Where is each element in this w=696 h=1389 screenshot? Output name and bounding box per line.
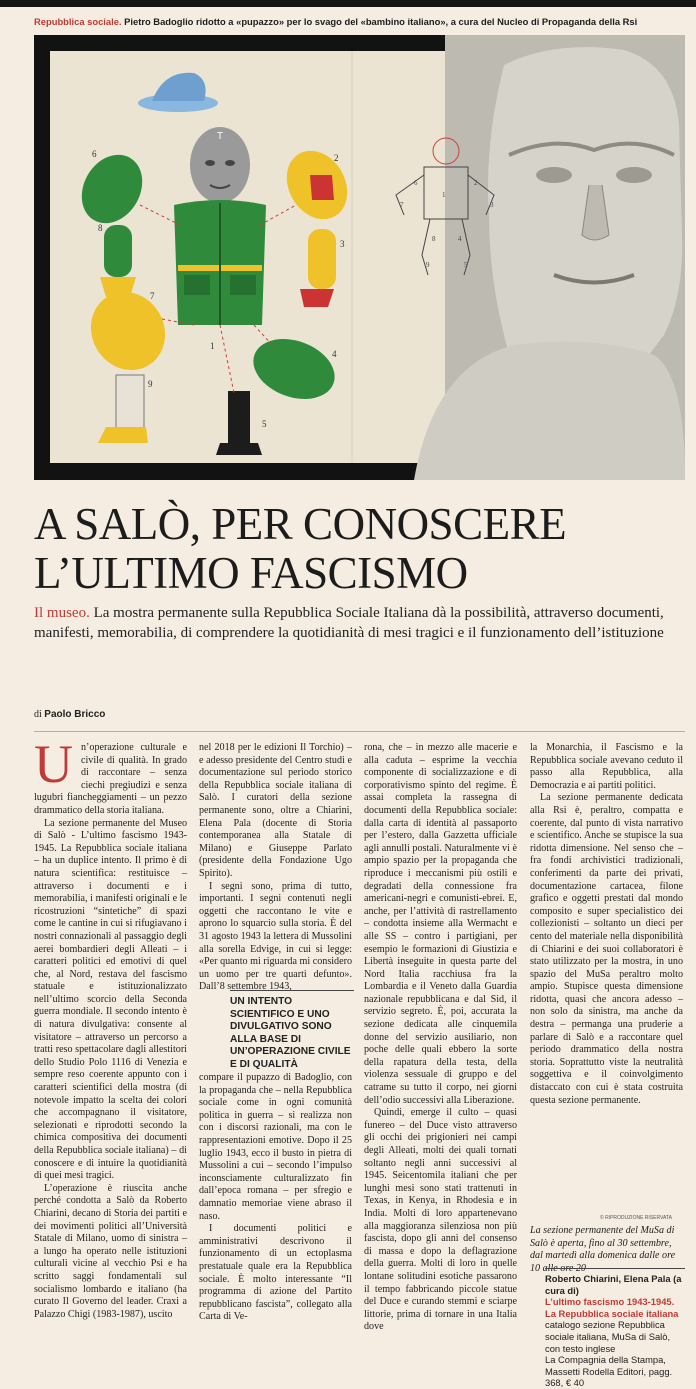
puppet-head <box>190 127 250 203</box>
diagram-num-2: 2 <box>474 179 478 187</box>
diagram-num-9: 9 <box>426 261 430 269</box>
drop-cap: U <box>34 734 73 794</box>
puppet-num-1: 1 <box>210 341 215 351</box>
diagram-num-8: 8 <box>432 235 436 243</box>
book-publisher: La Compagnia della Stampa, Massetti Rodella Editori, pagg. 368, € 40 <box>545 1354 673 1389</box>
col1-paragraph-1: n’operazione culturale e civile di qualità. In grado di raccontare – senza ciechi pregiudizi e senza lugubri fiancheggiamenti – un pezzo drammatico della storia italiana. <box>34 742 187 816</box>
standfirst-label: Il museo. <box>34 605 90 621</box>
col2-paragraph-1: nel 2018 per le edizioni Il Torchio) – e adesso presidente del Centro studi e documentazione sul periodo storico della Repubblica sociale italiana di Salò. I curatori della sezione permanente sono, oltre a Chiarini, Elena Pala (docente di Storia contemporanea alla Statale di Milano) e Giuseppe Parlato (presidente della Fondazione Ugo Spirito). <box>199 742 352 879</box>
col2b-paragraph-2: I documenti politici e amministrativi descrivono il funzionamento di un ectoplasma prestatuale quale era la Repubblica sociale. È molto interessante “Il programma di azione del Partito repubblicano fascista”, collegato alla Carta di Ve- <box>199 1223 352 1323</box>
article-column-2 <box>199 742 352 994</box>
diagram-num-3: 3 <box>490 201 494 209</box>
copyright-notice: © RIPRODUZIONE RISERVATA <box>600 1215 672 1221</box>
col2-paragraph-2: I segni sono, prima di tutto, importanti. I segni contenuti negli oggetti che raccontano le vite e aprono lo squarcio sulla storia. È del 31 agosto 1943 la lettera di Mussolini alla sorella Edvige, in cui si legge: «Per quanto mi riguarda mi considero un uomo per tre quarti defunto». Dall’8 settembre 1943, <box>199 880 352 993</box>
puppet-num-9: 9 <box>148 379 153 389</box>
diagram-num-4: 4 <box>458 235 462 243</box>
book-info-box <box>545 1268 685 1389</box>
headline-line-1: A SALÒ, PER CONOSCERE <box>34 499 567 549</box>
photo-caption <box>34 16 684 27</box>
book-authors: Roberto Chiarini, Elena Pala (a cura di) <box>545 1273 682 1296</box>
puppet-num-5: 5 <box>262 419 267 429</box>
diagram-num-7: 7 <box>400 201 404 209</box>
puppet-num-2: 2 <box>334 153 339 163</box>
diagram-num-5: 5 <box>464 261 468 269</box>
col2b-paragraph-1: compare il pupazzo di Badoglio, con la propaganda che – nella Repubblica sociale come in ogni comunità politica in guerra – si realizza non con i discorsi razionali, ma con le rappresentazioni emotive. Dopo il 25 luglio 1943, ecco il busto in pietra di Mussolini a cui – secondo l’impulso inconsciamente culturalizzato fin dall’epoca romana – per sfregio e damnatio memoriae viene abraso il naso. <box>199 1072 352 1222</box>
book-description: catalogo sezione Repubblica sociale italiana, MuSa di Salò, con testo inglese <box>545 1319 671 1354</box>
book-title: L’ultimo fascismo 1943-1945. La Repubblica sociale italiana <box>545 1296 679 1319</box>
col1-paragraph-2: La sezione permanente del Museo di Salò - L’ultimo fascismo 1943-1945. La Repubblica sociale italiana – ha un duplice intento. Il primo è di natura scientifica: restituisce – attraverso i documenti e i memorabilia, i manifesti originali e le ricostruzioni “sintetiche” di spazi come le cantine in cui si rifugiavano i nostri connazionali al passaggio degli aerei bombardieri degli Alleati – i caratteri politici ed emotivi di quel che, al Nord, restava del fascismo statuale e istituzionalizzato nell’ultimo scorcio della Seconda guerra mondiale. Il secondo intento è di natura divulgativa: consente al visitatore – attraverso un percorso a tratti reso spettacolare dagli allestitori dello Studio Polo 1116 di Venezia e sempre reso coerente appunto con i caratteri scientifici della mostra (di notevole impatto la scelta dei colori che accompagnano il visitatore, selezionati e riprodotti secondo la chimica compositiva dei documenti della Repubblica sociale italiana) – di conoscere e di intuire la quotidianità di quei mesi tragici. <box>34 817 187 1182</box>
diagram-num-6: 6 <box>414 179 418 187</box>
headline <box>34 500 674 598</box>
puppet-num-8: 8 <box>98 223 103 233</box>
col1-paragraph-3: L’operazione è riuscita anche perché condotta a Salò da Roberto Chiarini, decano di Storia dei partiti e dei movimenti politici all’Università Statale di Milano, uomo di sinistra – a lungo ha operato nelle istituzioni culturali vicine al vecchio Psi e ha scritto saggi fondamentali sul socialismo lombardo e italiano (ha curato Il Governo del leader. Craxi a Palazzo Chigi (1983-1987), uscito <box>34 1182 187 1320</box>
standfirst <box>34 603 674 643</box>
caption-text: Pietro Badoglio ridotto a «pupazzo» per lo svago del «bambino italiano», a cura del Nucleo di Propaganda della Rsi <box>121 16 638 27</box>
headline-line-2: L’ULTIMO FASCISMO <box>34 548 468 598</box>
puppet-num-7: 7 <box>150 291 155 301</box>
article-column-2-continued <box>199 1072 352 1324</box>
photo-illustration <box>34 35 685 480</box>
puppet-forearm-left <box>104 225 132 277</box>
col3-paragraph-1: rona, che – in mezzo alle macerie e alla caduta – esprime la vecchia componente di socializzazione e di corporativismo spinto del regime. È assai completa la rassegna di documenti della Repubblica sociale: dalla carta di identità al passaporto per l’estero, dalla Gazzetta ufficiale agli annulli postali. Naturalmente vi è ampio spazio per la propaganda che riproduce i meccanismi più ostili e degradati della connessione fra americani-negri e comunisti-ebrei. E, anche, per l’attività di rastrellamento – condotta insieme alla Wermacht e alle SS – contro i partigiani, per esempio le formazioni di Giustizia e Libertà inseguite in questa parte del Nord Italia racchiusa fra la Lombardia e il Veneto dalla Guardia nazionale repubblicana e dal Sid, il servizio segreto. È, poi, accurata la sezione dedicata alle cinquemila donne del servizio ausiliario, non poche delle quali ebbero la sorte della rapatura della testa, della violenza sessuale di gruppo e del catrame su tutto il corpo, nei giorni dell’odio successivi alla Liberazione. <box>364 742 517 1106</box>
byline <box>34 709 685 732</box>
puppet-forearm-right <box>308 229 336 289</box>
opening-hours-note: La sezione permanente del MuSa di Salò è aperta, fino al 30 settembre, dal martedì alla domenica dalle ore 10 alle ore 20 <box>530 1225 676 1274</box>
col4-paragraph-2: La sezione permanente dedicata alla Rsi è, peraltro, compatta e coerente, dal punto di vista narrativo e scientifico. Anche se stupisce la sua ridotta dimensione. Nel senso che – fra fondi archivistici tradizionali, conferimenti da parte dei privati, documentazione cartacea, filone grafico e oggetti prestati dal mondo composito e super specialistico dei collezionisti – soltanto un dieci per cento del materiale nella disponibilità di Chiarini e dei suoi collaboratori è stato utilizzato per la mostra, in uno spazio del MuSa peraltro molto ampio. Stupisce questa dimensione ridotta, quasi che ancora adesso – non solo da sinistra, ma anche da destra – permanga una pruderie a parlare di Salò e a raccontare quel periodo drammatico della nostra storia. Soprattutto viste la neutralità soggettiva e il coinvolgimento distaccato con cui è stata costruita questa sezione permanente. <box>530 792 683 1106</box>
puppet-num-6: 6 <box>92 149 97 159</box>
col3-paragraph-2: Quindi, emerge il culto – quasi funereo – del Duce visto attraverso gli occhi dei prigionieri nei campi degli Alleati, molti dei quali tornati soltanto negli anni successivi al 1945. Seicentomila italiani che per lunghi mesi sono stati trattenuti in Texas, in Kenya, in Rhodesia e in India. Molti di loro appartenevano alla maggioranza silenziosa non più fascista, dopo gli anni del consenso di massa e dopo la deflagrazione della guerra. Molti di loro in quelle lontane solitudini esotiche passarono il tempo fabbricando piccole statue del Duce e curando stemmi e sciarpe littorie, prima di tornare in una Italia dove <box>364 1107 517 1333</box>
puppet-num-4: 4 <box>332 349 337 359</box>
article-column-4 <box>530 742 683 1107</box>
caption-section: Repubblica sociale. <box>34 16 122 27</box>
col4-paragraph-1: la Monarchia, il Fascismo e la Repubblica sociale avevano ceduto il passo alla Repubblica, alla Democrazia e ai partiti politici. <box>530 742 683 791</box>
top-bar <box>0 0 696 7</box>
puppet-num-3: 3 <box>340 239 345 249</box>
cap-label: T <box>216 131 224 142</box>
puppet-torso <box>174 200 266 325</box>
pull-quote: UN INTENTO SCIENTIFICO E UNO DIVULGATIVO SONO ALLA BASE DI UN’OPERAZIONE CIVILE E DI QUALITÀ <box>230 990 354 1072</box>
article-column-1 <box>34 734 187 1321</box>
byline-prefix: di <box>34 709 45 720</box>
diagram-num-1: 1 <box>442 191 446 199</box>
article-column-3 <box>364 742 517 1334</box>
byline-author: Paolo Bricco <box>44 709 106 720</box>
standfirst-text: La mostra permanente sulla Repubblica Sociale Italiana dà la possibilità, attraverso documenti, manifesti, memorabilia, di comprendere la quotidianità di mesi tragici e il funzionamento dell’istituzione <box>34 605 664 641</box>
main-photo <box>34 35 685 480</box>
